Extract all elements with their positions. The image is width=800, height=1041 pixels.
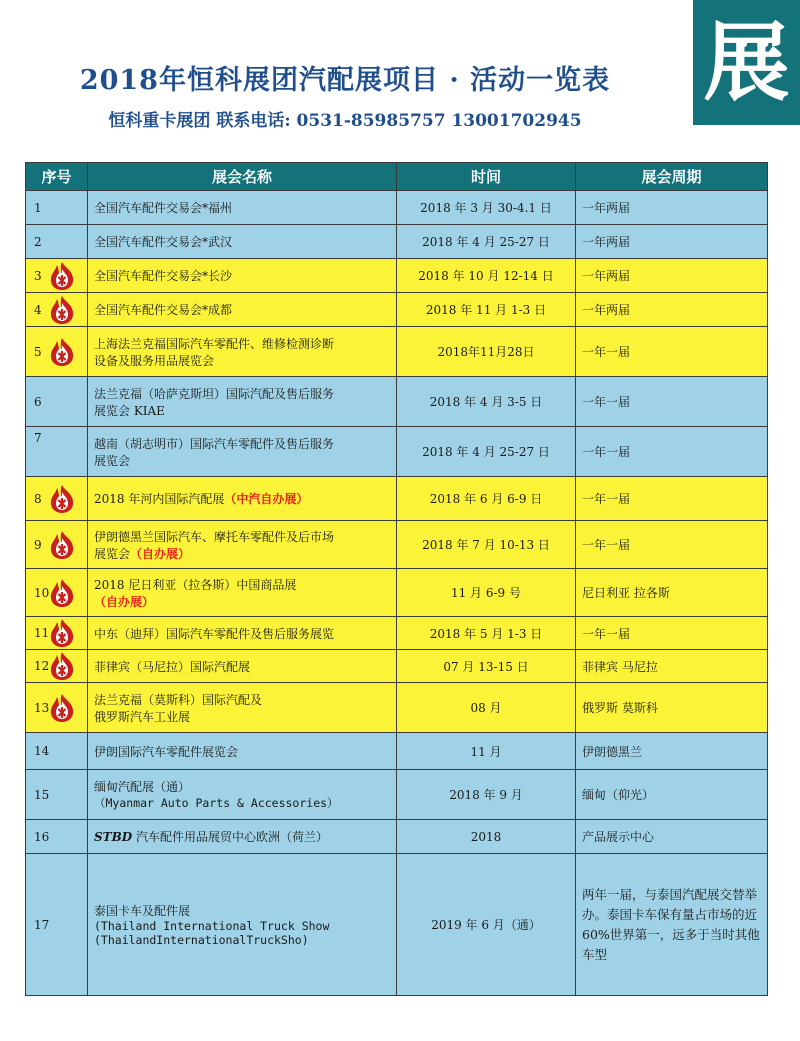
row-time: 2018年11月28日 bbox=[397, 327, 576, 377]
row-time: 2018 bbox=[397, 820, 576, 854]
table-row bbox=[26, 427, 768, 477]
row-time: 2018 年 4 月 25-27 日 bbox=[397, 225, 576, 259]
row-name: 全国汽车配件交易会*长沙 bbox=[88, 259, 397, 293]
col-header-time: 时间 bbox=[397, 163, 576, 191]
row-number: 4 bbox=[34, 302, 42, 317]
row-name-line1: 法兰克福（哈萨克斯坦）国际汽配及售后服务 bbox=[94, 386, 335, 401]
table-row bbox=[26, 617, 768, 650]
table-row bbox=[26, 327, 768, 377]
row-name bbox=[88, 569, 397, 617]
row-time: 2018 年 11 月 1-3 日 bbox=[397, 293, 576, 327]
row-name-line1: 法兰克福（莫斯科）国际汽配及 bbox=[94, 692, 263, 707]
row-number-cell bbox=[26, 259, 88, 293]
fire-icon bbox=[48, 693, 76, 723]
row-name-line2: （Myanmar Auto Parts & Accessories） bbox=[94, 796, 339, 810]
row-name-line1: 泰国卡车及配件展 bbox=[94, 904, 191, 918]
row-name: 全国汽车配件交易会*成都 bbox=[88, 293, 397, 327]
row-name bbox=[88, 427, 397, 477]
row-time: 2018 年 3 月 30-4.1 日 bbox=[397, 191, 576, 225]
row-period: 一年两届 bbox=[576, 191, 768, 225]
table-row bbox=[26, 293, 768, 327]
row-time: 2018 年 4 月 25-27 日 bbox=[397, 427, 576, 477]
col-header-period: 展会周期 bbox=[576, 163, 768, 191]
row-name-line1: 伊朗德黑兰国际汽车、摩托车零配件及后市场 bbox=[94, 529, 335, 544]
row-name-line2: 设备及服务用品展览会 bbox=[94, 353, 215, 368]
table-row bbox=[26, 733, 768, 770]
fire-icon bbox=[48, 578, 76, 608]
row-period: 一年两届 bbox=[576, 225, 768, 259]
row-name bbox=[88, 477, 397, 521]
row-time: 2019 年 6 月（通） bbox=[397, 854, 576, 996]
row-number: 14 bbox=[26, 733, 88, 770]
fire-icon bbox=[48, 337, 76, 367]
row-name bbox=[88, 854, 397, 996]
row-name-line1: 2018 尼日利亚（拉各斯）中国商品展 bbox=[94, 577, 297, 592]
row-period: 一年两届 bbox=[576, 293, 768, 327]
row-number-cell bbox=[26, 477, 88, 521]
row-period: 菲律宾 马尼拉 bbox=[576, 650, 768, 683]
row-name-line1: 缅甸汽配展（通） bbox=[94, 780, 191, 794]
row-number-cell bbox=[26, 521, 88, 569]
row-name bbox=[88, 521, 397, 569]
row-name-text: 汽车配件用品展贸中心欧洲（荷兰） bbox=[132, 830, 328, 844]
table-row bbox=[26, 521, 768, 569]
row-number-cell bbox=[26, 683, 88, 733]
row-number: 16 bbox=[26, 820, 88, 854]
row-number: 9 bbox=[34, 537, 42, 552]
col-header-number: 序号 bbox=[26, 163, 88, 191]
row-number: 3 bbox=[34, 268, 42, 283]
row-period: 两年一届，与泰国汽配展交替举办。泰国卡车保有量占市场的近 60%世界第一，远多于当时其他车型 bbox=[576, 854, 768, 996]
row-time: 07 月 13-15 日 bbox=[397, 650, 576, 683]
row-period: 俄罗斯 莫斯科 bbox=[576, 683, 768, 733]
row-name: 全国汽车配件交易会*福州 bbox=[88, 191, 397, 225]
row-number: 17 bbox=[26, 854, 88, 996]
table-row bbox=[26, 191, 768, 225]
row-number-cell bbox=[26, 293, 88, 327]
row-time: 2018 年 10 月 12-14 日 bbox=[397, 259, 576, 293]
table-row bbox=[26, 477, 768, 521]
fire-icon bbox=[48, 618, 76, 648]
row-period: 缅甸（仰光） bbox=[576, 770, 768, 820]
row-time: 11 月 bbox=[397, 733, 576, 770]
row-period: 一年一届 bbox=[576, 427, 768, 477]
row-name-line2: 展览会 KIAE bbox=[94, 403, 165, 418]
row-period: 一年一届 bbox=[576, 477, 768, 521]
row-name-line1: 越南（胡志明市）国际汽车零配件及售后服务 bbox=[94, 436, 335, 451]
row-name-line2: (Thailand International Truck Show bbox=[94, 919, 330, 933]
row-name bbox=[88, 820, 397, 854]
row-number: 15 bbox=[26, 770, 88, 820]
row-number: 7 bbox=[26, 427, 88, 477]
row-number-cell bbox=[26, 327, 88, 377]
row-period: 一年两届 bbox=[576, 259, 768, 293]
row-name-text: 2018 年河内国际汽配展 bbox=[94, 492, 225, 506]
row-name-line2: 俄罗斯汽车工业展 bbox=[94, 709, 191, 724]
row-period: 一年一届 bbox=[576, 377, 768, 427]
row-time: 2018 年 7 月 10-13 日 bbox=[397, 521, 576, 569]
table-row bbox=[26, 225, 768, 259]
row-number: 5 bbox=[34, 344, 42, 359]
row-period: 一年一届 bbox=[576, 521, 768, 569]
row-time: 2018 年 5 月 1-3 日 bbox=[397, 617, 576, 650]
table-row bbox=[26, 770, 768, 820]
table-row bbox=[26, 569, 768, 617]
table-row bbox=[26, 259, 768, 293]
self-organized-tag: （自办展） bbox=[94, 594, 155, 609]
row-name-prefix: STBD bbox=[94, 830, 133, 844]
row-number-cell bbox=[26, 569, 88, 617]
row-number: 1 bbox=[26, 191, 88, 225]
row-time: 2018 年 9 月 bbox=[397, 770, 576, 820]
table-header bbox=[26, 163, 768, 191]
contact-line: 恒科重卡展团 联系电话: 0531-85985757 13001702945 bbox=[108, 111, 582, 131]
table-row bbox=[26, 683, 768, 733]
fire-icon bbox=[48, 261, 76, 291]
row-name-line3: (ThailandInternationalTruckSho) bbox=[94, 933, 309, 947]
row-period: 一年一届 bbox=[576, 617, 768, 650]
fire-icon bbox=[48, 484, 76, 514]
table-row bbox=[26, 377, 768, 427]
fire-icon bbox=[48, 530, 76, 560]
row-period: 产品展示中心 bbox=[576, 820, 768, 854]
table-row bbox=[26, 820, 768, 854]
row-name: 中东（迪拜）国际汽车零配件及售后服务展览 bbox=[88, 617, 397, 650]
row-time: 2018 年 6 月 6-9 日 bbox=[397, 477, 576, 521]
row-time: 2018 年 4 月 3-5 日 bbox=[397, 377, 576, 427]
row-number: 13 bbox=[34, 700, 50, 715]
row-name-line2: 展览会 bbox=[94, 546, 131, 561]
table-row bbox=[26, 650, 768, 683]
row-name-line1: 上海法兰克福国际汽车零配件、维修检测诊断 bbox=[94, 336, 335, 351]
row-number: 6 bbox=[26, 377, 88, 427]
self-organized-tag: （中汽自办展） bbox=[224, 492, 309, 506]
row-period: 一年一届 bbox=[576, 327, 768, 377]
row-period: 伊朗德黑兰 bbox=[576, 733, 768, 770]
row-time: 08 月 bbox=[397, 683, 576, 733]
col-header-name: 展会名称 bbox=[88, 163, 397, 191]
row-number-cell bbox=[26, 650, 88, 683]
corner-badge: 展 bbox=[693, 0, 800, 125]
row-number-cell bbox=[26, 617, 88, 650]
row-name bbox=[88, 327, 397, 377]
row-period: 尼日利亚 拉各斯 bbox=[576, 569, 768, 617]
row-time: 11 月 6-9 号 bbox=[397, 569, 576, 617]
row-number: 8 bbox=[34, 491, 42, 506]
row-number: 11 bbox=[34, 626, 50, 640]
row-name: 全国汽车配件交易会*武汉 bbox=[88, 225, 397, 259]
row-number: 2 bbox=[26, 225, 88, 259]
table-row bbox=[26, 854, 768, 996]
row-name bbox=[88, 377, 397, 427]
row-number: 10 bbox=[34, 585, 50, 600]
fire-icon bbox=[48, 295, 76, 325]
row-name bbox=[88, 770, 397, 820]
row-name: 菲律宾（马尼拉）国际汽配展 bbox=[88, 650, 397, 683]
row-name-line2: 展览会 bbox=[94, 453, 131, 468]
exhibition-table bbox=[25, 162, 768, 996]
row-name: 伊朗国际汽车零配件展览会 bbox=[88, 733, 397, 770]
self-organized-tag: （自办展） bbox=[130, 546, 191, 561]
row-name bbox=[88, 683, 397, 733]
page-title: 2018年恒科展团汽配展项目 · 活动一览表 bbox=[79, 65, 611, 96]
fire-icon bbox=[48, 651, 76, 681]
row-number: 12 bbox=[34, 659, 50, 673]
